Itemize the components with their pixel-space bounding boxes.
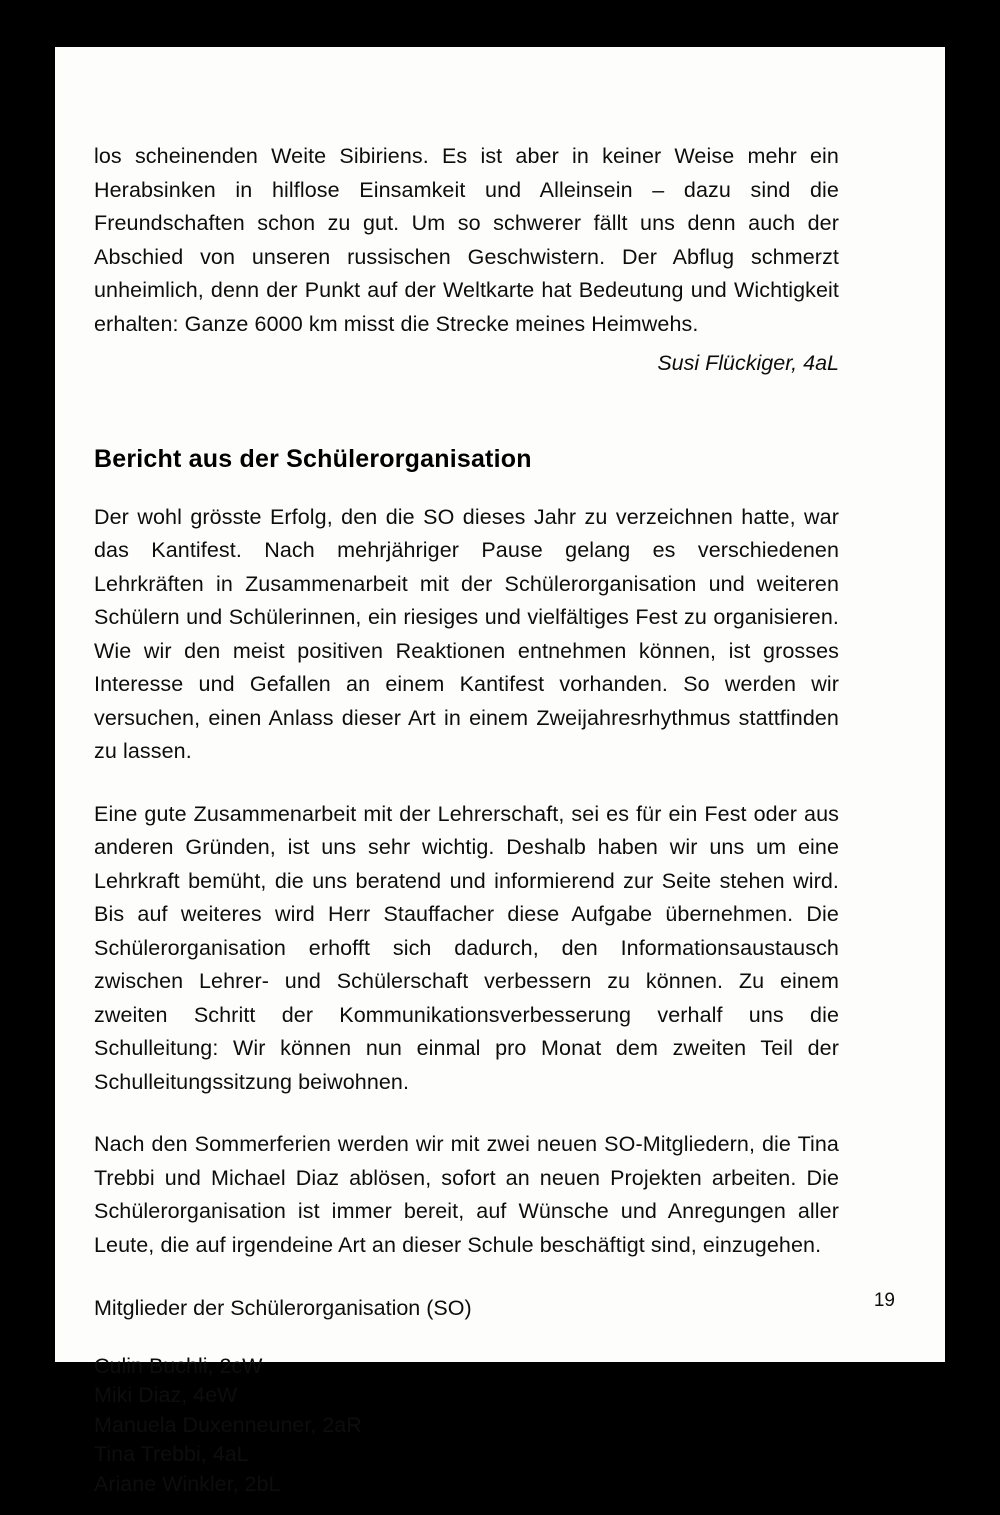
document-page — [55, 47, 945, 1496]
list-item: Tina Trebbi, 4aL — [94, 1442, 249, 1466]
list-item: Ariane Winkler, 2bL — [94, 1471, 281, 1496]
member-list — [94, 1352, 839, 1500]
members-label: Mitglieder der Schülerorganisation (SO) — [94, 1296, 472, 1320]
page-content — [94, 140, 839, 1515]
list-item: Miki Diaz, 4eW — [94, 1383, 238, 1407]
list-item: Manuela Duxenneuner, 2aR — [94, 1412, 362, 1437]
list-item: Culin Buchli, 2cW — [94, 1353, 263, 1378]
paragraph-so-1: Der wohl grösste Erfolg, den die SO dieses Jahr zu verzeichnen hatte, war das Kantifest. Nach mehrjähriger Pause gelang es verschiedenen Lehrkräften in Zusammenarbeit mit der Schülerorganisation und weiteren Schülern und Schülerinnen, ein riesiges und vielfältiges Fest zu organisieren. Wie wir den meist positiven Reaktionen entnehmen können, ist grosses Interesse und Gefallen an einem Kantifest vorhanden. So werden wir versuchen, einen Anlass dieser Art in einem Zweijahresrhythmus stattfinden zu lassen. — [94, 504, 839, 763]
paragraph-so-3: Nach den Sommerferien werden wir mit zwei neuen SO-Mitgliedern, die Tina Trebbi und Michael Diaz ablösen, sofort an neuen Projekten arbeiten. Die Schülerorganisation ist immer bereit, auf Wünsche und Anregungen aller Leute, die auf irgendeine Art an dieser Schule beschäftigt sind, einzugehen. — [94, 1132, 839, 1257]
page-title: Bericht aus der Schülerorganisation — [94, 444, 532, 473]
paragraph-so-2: Eine gute Zusammenarbeit mit der Lehrerschaft, sei es für ein Fest oder aus anderen Gründen, ist uns sehr wichtig. Deshalb haben wir uns um eine Lehrkraft bemüht, die uns beratend und informierend zur Seite stehen wird. Bis auf weiteres wird Herr Stauffacher diese Aufgabe übernehmen. Die Schülerorganisation erhofft sich dadurch, den Informationsaustausch zwischen Lehrer- und Schülerschaft verbessern zu können. Zu einem zweiten Schritt der Kommunikationsverbesserung verhalf uns die Schulleitung: Wir können nun einmal pro Monat dem zweiten Teil der Schulleitungssitzung beiwohnen. — [94, 801, 839, 1094]
author-attribution: Susi Flückiger, 4aL — [657, 351, 839, 375]
page-number: 19 — [873, 1290, 895, 1311]
paragraph-intro: los scheinenden Weite Sibiriens. Es ist aber in keiner Weise mehr ein Herabsinken in hilflose Einsamkeit und Alleinsein – dazu sind die Freundschaften schon zu gut. Um so schwerer fällt uns denn auch der Abschied von unseren russischen Geschwistern. Der Abflug schmerzt unheimlich, denn der Punkt auf der Weltkarte hat Bedeutung und Wichtigkeit erhalten: Ganze 6000 km misst die Strecke meines Heimwehs. — [94, 144, 839, 336]
